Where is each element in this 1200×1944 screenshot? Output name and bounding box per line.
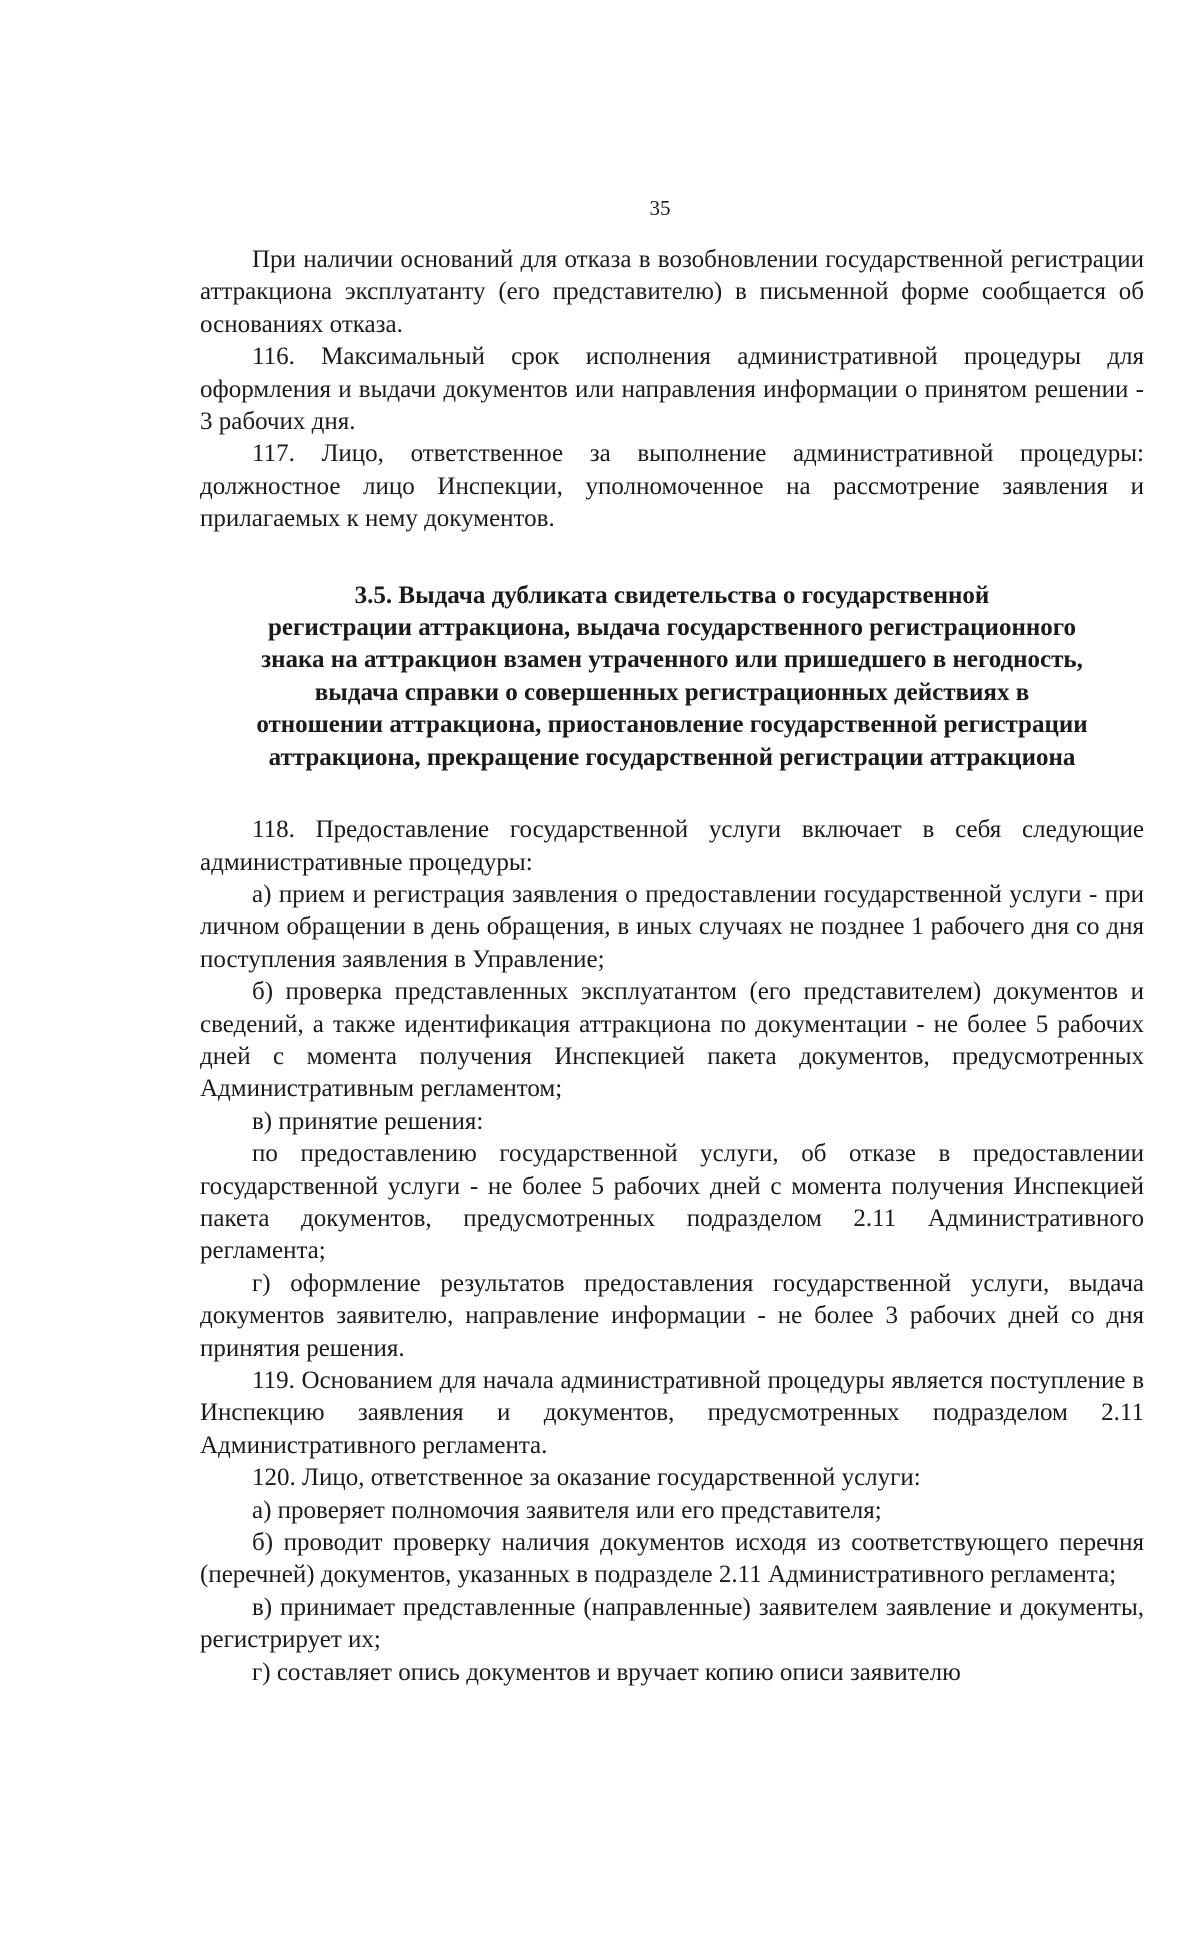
- paragraph-118-b: б) проверка представленных эксплуатантом (его представителем) документов и сведений, а также идентификация аттракциона по документации - не более 5 рабочих дней с момента получения Инспекцией пакета документов, предусмотренных Административным регламентом;: [200, 978, 1144, 1103]
- paragraph-118-a: а) прием и регистрация заявления о предоставлении государственной услуги - при личном обращении в день обращения, в иных случаях не позднее 1 рабочего дня со дня поступления заявления в Управление;: [200, 880, 1144, 973]
- paragraph-118-v: в) принятие решения:: [252, 1107, 484, 1135]
- page-number: 35: [649, 196, 671, 220]
- paragraph-117: 117. Лицо, ответственное за выполнение административной процедуры: должностное лицо Инспекции, уполномоченное на рассмотрение заявления и прилагаемых к нему документов.: [200, 440, 1144, 533]
- paragraph-120-a: а) проверяет полномочия заявителя или его представителя;: [252, 1496, 882, 1524]
- heading-line: знака на аттракцион взамен утраченного или пришедшего в негодность,: [261, 646, 1083, 674]
- paragraph-120-g: г) составляет опись документов и вручает копию описи заявителю: [252, 1658, 961, 1686]
- paragraph-120-v: в) принимает представленные (направленные) заявителем заявление и документы, регистрирует их;: [200, 1593, 1144, 1654]
- paragraph-119: 119. Основанием для начала административной процедуры является поступление в Инспекцию заявления и документов, предусмотренных подразделом 2.11 Административного регламента.: [200, 1367, 1144, 1459]
- heading-line: выдача справки о совершенных регистрационных действиях в: [314, 678, 1030, 706]
- heading-line: отношении аттракциона, приостановление государственной регистрации: [256, 711, 1088, 739]
- paragraph-118-g: г) оформление результатов предоставления государственной услуги, выдача документов заявителю, направление информации - не более 3 рабочих дней со дня принятия решения.: [200, 1269, 1144, 1362]
- heading-line: 3.5. Выдача дубликата свидетельства о государственной: [354, 581, 990, 609]
- section-heading-3-5: [200, 580, 1144, 774]
- paragraph-118-v-detail: по предоставлению государственной услуги, об отказе в предоставлении государственной услуги - не более 5 рабочих дней с момента получения Инспекцией пакета документов, предусмотренных подразделом 2.11 Административного регламента;: [200, 1140, 1144, 1265]
- paragraph-grounds-for-refusal: При наличии оснований для отказа в возобновлении государственной регистрации аттракциона эксплуатанту (его представителю) в письменной форме сообщается об основаниях отказа.: [200, 246, 1144, 338]
- paragraph-118: 118. Предоставление государственной услуги включает в себя следующие административные процедуры:: [200, 816, 1144, 876]
- document-body: [200, 244, 1144, 1689]
- paragraph-116: 116. Максимальный срок исполнения административной процедуры для оформления и выдачи документов или направления информации о принятом решении - 3 рабочих дня.: [200, 343, 1144, 436]
- paragraph-120: 120. Лицо, ответственное за оказание государственной услуги:: [252, 1464, 921, 1492]
- paragraph-120-b: б) проводит проверку наличия документов исходя из соответствующего перечня (перечней) документов, указанных в подразделе 2.11 Административного регламента;: [200, 1529, 1144, 1589]
- heading-line: аттракциона, прекращение государственной регистрации аттракциона: [268, 743, 1076, 771]
- heading-line: регистрации аттракциона, выдача государственного регистрационного: [268, 614, 1076, 642]
